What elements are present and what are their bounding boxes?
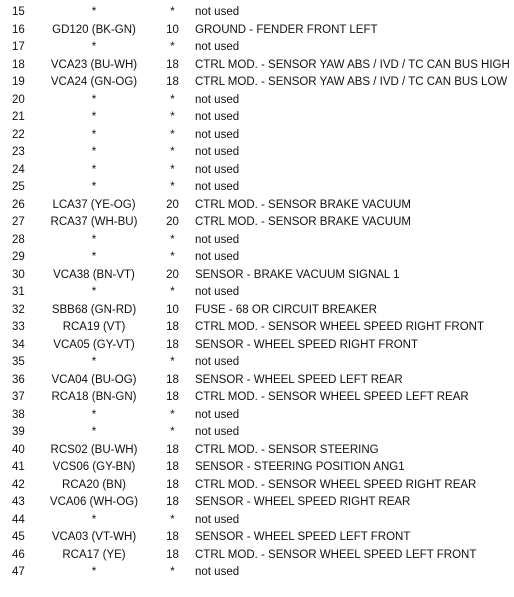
table-row: [0, 319, 514, 337]
circuit-code: RCA17 (YE): [62, 548, 126, 561]
pin-number: 42: [12, 478, 25, 491]
circuit-code: *: [91, 111, 97, 123]
table-row: [0, 267, 514, 285]
circuit-code: RCS02 (BU-WH): [50, 443, 138, 456]
circuit-function: SENSOR - WHEEL SPEED RIGHT REAR: [195, 496, 411, 508]
table-row: [0, 144, 514, 162]
table-row: [0, 4, 514, 22]
circuit-code: *: [91, 146, 97, 158]
table-row: [0, 372, 514, 390]
circuit-code: SBB68 (GN-RD): [51, 303, 137, 316]
circuit-function: SENSOR - WHEEL SPEED LEFT REAR: [195, 373, 403, 386]
pin-number: 34: [12, 338, 25, 351]
pin-number: 20: [12, 93, 25, 106]
circuit-code: VCA05 (GY-VT): [53, 338, 135, 351]
wire-gauge: *: [170, 181, 175, 193]
pin-number: 43: [12, 496, 25, 508]
wire-gauge: 20: [166, 198, 179, 211]
pin-number: 39: [12, 426, 25, 438]
circuit-code: VCA24 (GN-OG): [50, 76, 138, 88]
circuit-function: not used: [195, 566, 240, 578]
pin-number: 25: [12, 181, 25, 193]
circuit-function: CTRL MOD. - SENSOR WHEEL SPEED RIGHT REAR: [195, 478, 477, 491]
pin-number: 40: [12, 443, 25, 456]
pin-number: 21: [12, 111, 25, 123]
circuit-code: VCA38 (BN-VT): [53, 268, 135, 281]
pin-number: 41: [12, 461, 25, 473]
wire-gauge: 10: [166, 23, 179, 36]
table-row: [0, 529, 514, 547]
circuit-function: CTRL MOD. - SENSOR WHEEL SPEED RIGHT FRONT: [195, 321, 485, 333]
pin-number: 37: [12, 391, 25, 403]
circuit-function: not used: [195, 513, 240, 526]
circuit-code: *: [91, 163, 97, 176]
wire-gauge: *: [170, 566, 175, 578]
table-row: [0, 407, 514, 425]
table-row: [0, 389, 514, 407]
circuit-function: CTRL MOD. - SENSOR WHEEL SPEED LEFT REAR: [195, 391, 469, 403]
circuit-function: CTRL MOD. - SENSOR YAW ABS / IVD / TC CAN BUS HIGH: [195, 58, 510, 71]
table-row: [0, 547, 514, 565]
pin-number: 32: [12, 303, 25, 316]
table-row: [0, 127, 514, 145]
pin-number: 47: [12, 566, 25, 578]
circuit-function: SENSOR - WHEEL SPEED LEFT FRONT: [195, 531, 411, 543]
wire-gauge: *: [170, 41, 175, 53]
circuit-code: VCA03 (VT-WH): [51, 531, 137, 543]
table-row: [0, 22, 514, 40]
pin-number: 27: [12, 216, 25, 228]
wire-gauge: 18: [166, 443, 179, 456]
wire-gauge: 10: [166, 303, 179, 316]
wire-gauge: *: [170, 286, 175, 298]
circuit-code: *: [91, 286, 97, 298]
circuit-function: not used: [195, 41, 240, 53]
circuit-code: *: [91, 6, 97, 18]
wire-gauge: *: [170, 93, 175, 106]
table-row: [0, 109, 514, 127]
pin-number: 24: [12, 163, 25, 176]
circuit-function: CTRL MOD. - SENSOR BRAKE VACUUM: [195, 216, 411, 228]
pin-number: 31: [12, 286, 25, 298]
circuit-code: RCA19 (VT): [62, 321, 126, 333]
circuit-code: VCA06 (WH-OG): [49, 496, 139, 508]
circuit-function: not used: [195, 6, 240, 18]
circuit-function: not used: [195, 426, 240, 438]
table-row: [0, 232, 514, 250]
circuit-code: *: [91, 128, 97, 141]
table-row: [0, 57, 514, 75]
circuit-function: not used: [195, 233, 240, 246]
circuit-function: not used: [195, 181, 240, 193]
circuit-function: SENSOR - BRAKE VACUUM SIGNAL 1: [195, 268, 400, 281]
wire-gauge: 18: [166, 76, 179, 88]
table-row: [0, 477, 514, 495]
wire-gauge: *: [170, 128, 175, 141]
circuit-function: CTRL MOD. - SENSOR YAW ABS / IVD / TC CAN BUS LOW: [195, 76, 508, 88]
pin-number: 35: [12, 356, 25, 368]
table-row: [0, 249, 514, 267]
table-row: [0, 162, 514, 180]
circuit-function: not used: [195, 408, 240, 421]
circuit-code: GD120 (BK-GN): [52, 23, 136, 36]
circuit-function: not used: [195, 163, 240, 176]
circuit-code: VCS06 (GY-BN): [52, 461, 136, 473]
pin-number: 26: [12, 198, 25, 211]
pin-number: 17: [12, 41, 25, 53]
wire-gauge: *: [170, 426, 175, 438]
wire-gauge: *: [170, 408, 175, 421]
table-row: [0, 74, 514, 92]
pin-number: 28: [12, 233, 25, 246]
circuit-code: *: [91, 41, 97, 53]
table-row: [0, 302, 514, 320]
table-row: [0, 39, 514, 57]
table-row: [0, 442, 514, 460]
table-row: [0, 284, 514, 302]
wire-gauge: *: [170, 513, 175, 526]
table-row: [0, 512, 514, 530]
circuit-code: VCA23 (BU-WH): [50, 58, 138, 71]
wire-gauge: 18: [166, 338, 179, 351]
wire-gauge: *: [170, 163, 175, 176]
circuit-code: RCA20 (BN): [62, 478, 126, 491]
circuit-code: *: [91, 426, 97, 438]
pin-number: 18: [12, 58, 25, 71]
pin-number: 46: [12, 548, 25, 561]
table-row: [0, 494, 514, 512]
wire-gauge: 18: [166, 58, 179, 71]
circuit-function: not used: [195, 251, 240, 263]
table-row: [0, 337, 514, 355]
wire-gauge: 20: [166, 268, 179, 281]
wire-gauge: *: [170, 111, 175, 123]
table-row: [0, 197, 514, 215]
circuit-code: *: [91, 356, 97, 368]
circuit-function: not used: [195, 356, 240, 368]
table-row: [0, 424, 514, 442]
circuit-function: CTRL MOD. - SENSOR STEERING: [195, 443, 379, 456]
circuit-code: *: [91, 233, 97, 246]
pin-number: 23: [12, 146, 25, 158]
table-row: [0, 92, 514, 110]
table-row: [0, 354, 514, 372]
circuit-function: SENSOR - STEERING POSITION ANG1: [195, 461, 405, 473]
circuit-code: RCA18 (BN-GN): [51, 391, 137, 403]
wire-gauge: 18: [166, 461, 179, 473]
circuit-code: VCA04 (BU-OG): [51, 373, 137, 386]
table-row: [0, 214, 514, 232]
wire-gauge: *: [170, 146, 175, 158]
circuit-code: LCA37 (YE-OG): [52, 198, 136, 211]
circuit-function: CTRL MOD. - SENSOR BRAKE VACUUM: [195, 198, 411, 211]
pin-number: 29: [12, 251, 25, 263]
pin-number: 36: [12, 373, 25, 386]
wire-gauge: *: [170, 6, 175, 18]
circuit-function: not used: [195, 111, 240, 123]
circuit-code: *: [91, 251, 97, 263]
wire-gauge: 18: [166, 391, 179, 403]
circuit-code: *: [91, 181, 97, 193]
wire-gauge: 18: [166, 548, 179, 561]
pin-number: 30: [12, 268, 25, 281]
table-row: [0, 179, 514, 197]
pin-number: 33: [12, 321, 25, 333]
circuit-code: *: [91, 566, 97, 578]
circuit-code: RCA37 (WH-BU): [50, 216, 138, 228]
circuit-function: SENSOR - WHEEL SPEED RIGHT FRONT: [195, 338, 418, 351]
pin-number: 22: [12, 128, 25, 141]
pin-number: 44: [12, 513, 25, 526]
table-row: [0, 564, 514, 582]
circuit-function: not used: [195, 286, 240, 298]
table-row: [0, 459, 514, 477]
circuit-function: not used: [195, 128, 240, 141]
circuit-function: CTRL MOD. - SENSOR WHEEL SPEED LEFT FRONT: [195, 548, 477, 561]
circuit-code: *: [91, 513, 97, 526]
wire-gauge: 18: [166, 478, 179, 491]
circuit-function: not used: [195, 146, 240, 158]
wire-gauge: 18: [166, 531, 179, 543]
wire-gauge: 18: [166, 496, 179, 508]
wire-gauge: 18: [166, 373, 179, 386]
pin-number: 38: [12, 408, 25, 421]
circuit-code: *: [91, 93, 97, 106]
wire-gauge: *: [170, 233, 175, 246]
pin-number: 19: [12, 76, 25, 88]
pin-number: 45: [12, 531, 25, 543]
pin-number: 16: [12, 23, 25, 36]
circuit-code: *: [91, 408, 97, 421]
wire-gauge: *: [170, 251, 175, 263]
wire-gauge: 20: [166, 216, 179, 228]
circuit-function: GROUND - FENDER FRONT LEFT: [195, 23, 378, 36]
pin-number: 15: [12, 6, 25, 18]
wire-gauge: *: [170, 356, 175, 368]
circuit-function: not used: [195, 93, 240, 106]
wire-gauge: 18: [166, 321, 179, 333]
circuit-function: FUSE - 68 OR CIRCUIT BREAKER: [195, 303, 377, 316]
